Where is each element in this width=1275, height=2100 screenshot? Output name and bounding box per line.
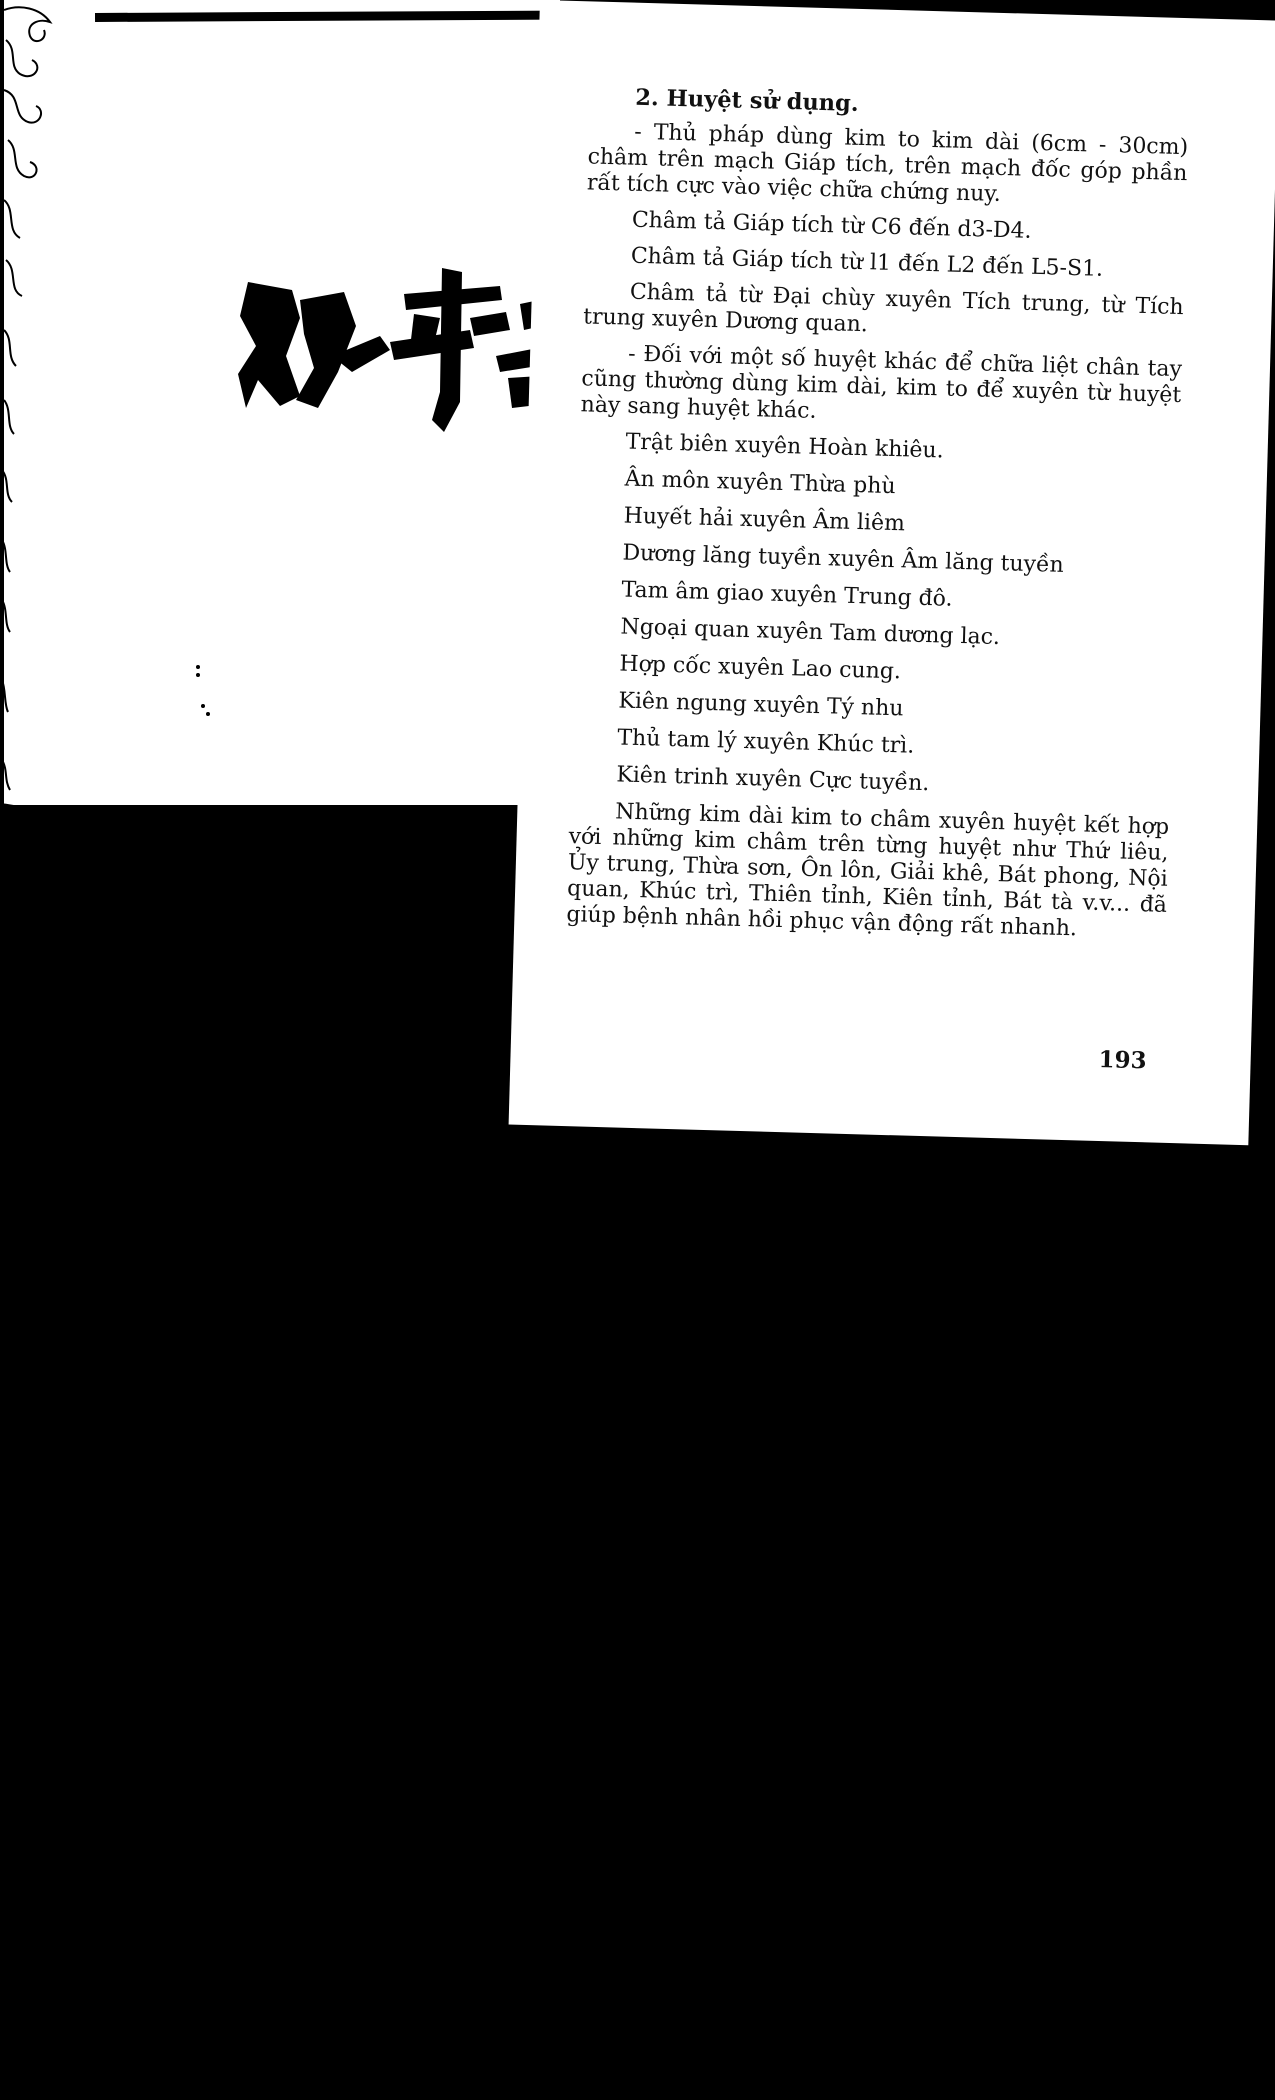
pairing-line: Kiên ngung xuyên Tý nhu [618,688,904,722]
paragraph: Châm tả Giáp tích từ l1 đến L2 đến L5-S1. [630,243,1104,282]
corner-ornament-icon [0,7,70,805]
page-text [566,83,1190,954]
pairing-line: Dương lăng tuyền xuyên Âm lăng tuyền [622,540,1065,578]
calligraphy-icon [238,268,560,432]
paragraph: Châm tả từ Đại chùy xuyên Tích trung, từ Tích trung xuyên Dương quan. [582,279,1185,338]
pairing-line: Ân môn xuyên Thừa phù [624,466,896,500]
left-sheet-art [0,0,560,805]
pairing-line: Hợp cốc xuyên Lao cung. [619,651,902,685]
book-page [509,0,1275,1145]
pairing-line: Trật biên xuyên Hoàn khiêu. [625,429,944,464]
pairing-line: Thủ tam lý xuyên Khúc trì. [617,725,915,759]
left-sheet [0,0,560,805]
pairing-line: Tam âm giao xuyên Trung đô. [621,577,953,612]
pairing-line: Ngoại quan xuyên Tam dương lạc. [620,614,1001,651]
paragraph: Châm tả Giáp tích từ C6 đến d3-D4. [631,207,1032,244]
section-heading: 2. Huyệt sử dụng. [634,84,860,117]
pairing-line: Kiên trinh xuyên Cực tuyền. [616,762,930,797]
paragraph: - Thủ pháp dùng kim to kim dài (6cm - 30cm) châm trên mạch Giáp tích, trên mạch đốc góp phần rất tích cực vào việc chữa chứng nuy. [586,119,1189,207]
page-number: 193 [1098,1046,1148,1075]
closing-paragraph: Những kim dài kim to châm xuyên huyệt kết hợp với những kim châm trên từng huyệt như Thứ liêu, Ủy trung, Thừa sơn, Ôn lôn, Giải khê, Bát phong, Nội quan, Khúc trì, Thiên tỉnh, Kiên tỉnh, Bát tà v.v... đã giúp bệnh nhân hồi phục vận động rất nhanh. [566,799,1170,942]
left-edge [0,0,4,805]
pairing-line: Huyết hải xuyên Âm liêm [623,503,906,537]
paragraph: - Đối với một số huyệt khác để chữa liệt chân tay cũng thường dùng kim dài, kim to để xuyên từ huyệt này sang huyệt khác. [580,341,1183,424]
